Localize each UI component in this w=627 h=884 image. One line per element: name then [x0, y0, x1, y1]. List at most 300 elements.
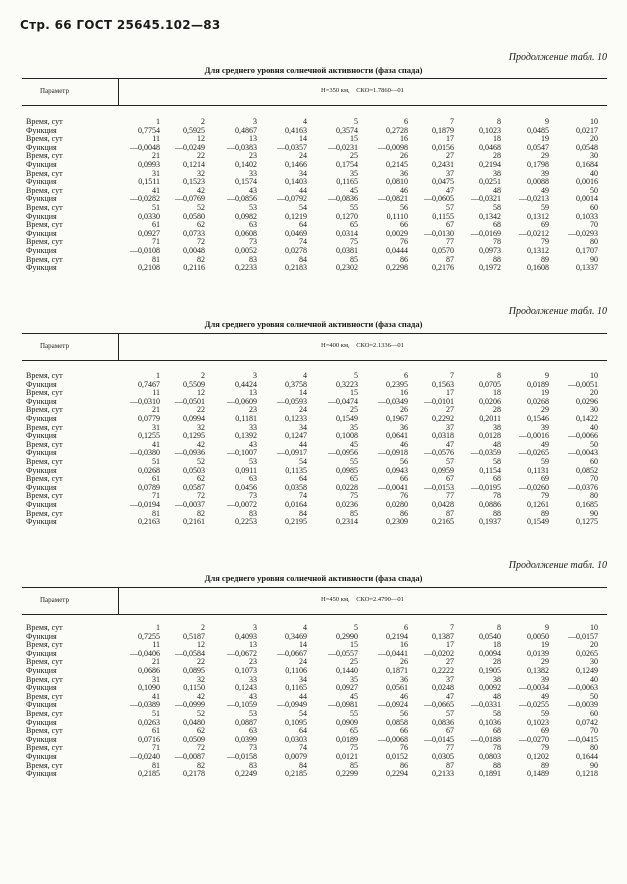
- table-cell: 19: [541, 388, 549, 398]
- row-label: Время, сут: [26, 117, 63, 126]
- parameter-header: [22, 588, 607, 614]
- row-label: Время, сут: [26, 640, 63, 650]
- table-row: [22, 256, 607, 265]
- table-cell: —0,0063: [568, 683, 598, 693]
- table-cell: 0,1387: [432, 631, 454, 641]
- table-cell: 0,0716: [138, 734, 160, 744]
- table-cell: 88: [493, 254, 501, 264]
- table-cell: 1: [156, 371, 160, 380]
- table-cell: —0,0593: [277, 396, 307, 406]
- table-cell: 70: [590, 726, 598, 736]
- table-cell: 0,2314: [336, 517, 358, 527]
- table-cell: 84: [299, 254, 307, 264]
- table-cell: 0,2222: [432, 665, 454, 675]
- table-cell: 0,0280: [386, 499, 408, 509]
- table-cell: 0,2165: [432, 517, 454, 527]
- table-cell: 0,0303: [285, 734, 307, 744]
- table-cell: 58: [493, 456, 501, 466]
- table-cell: 0,0909: [336, 717, 358, 727]
- table-cell: 0,0705: [479, 379, 501, 389]
- table-cell: —0,0584: [175, 648, 205, 658]
- table-cell: 0,0803: [479, 751, 501, 761]
- table-cell: 52: [197, 202, 205, 212]
- section-title: Для среднего уровня солнечной активности (фаза спада): [204, 573, 423, 583]
- table-cell: 0,1008: [336, 431, 358, 441]
- table-cell: 0,4163: [285, 125, 307, 135]
- table-row: [22, 753, 607, 762]
- table-cell: 68: [493, 220, 501, 230]
- table-cell: 0,0156: [432, 142, 454, 152]
- row-label: Время, сут: [26, 491, 63, 501]
- table-cell: —0,0101: [424, 396, 454, 406]
- table-cell: 52: [197, 456, 205, 466]
- table-cell: 70: [590, 220, 598, 230]
- table-cell: —0,0415: [568, 734, 598, 744]
- table-cell: 12: [197, 640, 205, 650]
- table-cell: 0,2195: [285, 517, 307, 527]
- table-cell: 54: [299, 708, 307, 718]
- table-rule-bottom: [22, 360, 607, 361]
- table-cell: 87: [446, 254, 454, 264]
- table-cell: 73: [249, 237, 257, 247]
- row-label: Функция: [26, 211, 57, 221]
- table-cell: 18: [493, 388, 501, 398]
- table-cell: 69: [541, 474, 549, 484]
- table-cell: 82: [197, 508, 205, 518]
- parameter-label: Параметр: [40, 342, 69, 350]
- page-header: Стр. 66 ГОСТ 25645.102—83: [20, 18, 221, 32]
- table-cell: 87: [446, 508, 454, 518]
- table-cell: 0,0265: [576, 648, 598, 658]
- table-cell: 0,1440: [336, 665, 358, 675]
- table-cell: 39: [541, 422, 549, 432]
- table-cell: 0,0509: [183, 734, 205, 744]
- table-cell: —0,0769: [175, 194, 205, 204]
- table-cell: 0,1879: [432, 125, 454, 135]
- table-cell: 0,2161: [183, 517, 205, 527]
- row-label: Время, сут: [26, 474, 63, 484]
- table-cell: 79: [541, 743, 549, 753]
- table-cell: 0,0358: [285, 482, 307, 492]
- table-cell: 10: [590, 371, 598, 380]
- table-cell: —0,0087: [175, 751, 205, 761]
- row-label: Время, сут: [26, 202, 63, 212]
- table-cell: 0,1489: [527, 769, 549, 779]
- table-cell: 0,1644: [576, 751, 598, 761]
- row-label: Время, сут: [26, 405, 63, 415]
- row-label: Функция: [26, 700, 57, 710]
- table-cell: 0,0548: [576, 142, 598, 152]
- table-cell: 60: [590, 202, 598, 212]
- table-cell: 66: [400, 220, 408, 230]
- table-cell: —0,0282: [130, 194, 160, 204]
- table-cell: 34: [299, 422, 307, 432]
- table-cell: 60: [590, 456, 598, 466]
- table-cell: 0,1523: [183, 177, 205, 187]
- table-cell: —0,0609: [227, 396, 257, 406]
- table-cell: 61: [152, 726, 160, 736]
- table-cell: 63: [249, 220, 257, 230]
- table-cell: 0,0485: [527, 125, 549, 135]
- table-cell: —0,0349: [378, 396, 408, 406]
- table-cell: 0,1095: [285, 717, 307, 727]
- table-cell: 35: [350, 674, 358, 684]
- table-cell: 0,0016: [576, 177, 598, 187]
- table-cell: 0,0547: [527, 142, 549, 152]
- table-cell: 0,0121: [336, 751, 358, 761]
- table-cell: 0,1403: [285, 177, 307, 187]
- table-cell: 76: [400, 743, 408, 753]
- table-cell: —0,0474: [328, 396, 358, 406]
- row-label: Время, сут: [26, 237, 63, 247]
- table-cell: 0,1243: [235, 683, 257, 693]
- row-label: Время, сут: [26, 743, 63, 753]
- table-cell: 75: [350, 237, 358, 247]
- altitude-value: H=450 км,: [321, 596, 350, 603]
- table-cell: —0,0270: [519, 734, 549, 744]
- table-cell: 74: [299, 743, 307, 753]
- table-cell: 0,0686: [138, 665, 160, 675]
- table-cell: 3: [253, 371, 257, 380]
- row-label: Функция: [26, 482, 57, 492]
- table-cell: 0,2728: [386, 125, 408, 135]
- table-cell: 38: [493, 422, 501, 432]
- table-cell: 0,0278: [285, 245, 307, 255]
- sko-value: СКО=2.1336—01: [356, 342, 404, 349]
- table-cell: 66: [400, 726, 408, 736]
- table-row: [22, 467, 607, 476]
- table-cell: 5: [354, 623, 358, 632]
- table-cell: 0,1549: [527, 517, 549, 527]
- table-cell: 0,4093: [235, 631, 257, 641]
- table-cell: 41: [152, 691, 160, 701]
- table-cell: 0,1871: [386, 665, 408, 675]
- table-cell: 46: [400, 185, 408, 195]
- table-cell: 14: [299, 388, 307, 398]
- table-cell: 5: [354, 117, 358, 126]
- row-label: Функция: [26, 177, 57, 187]
- row-label: Время, сут: [26, 691, 63, 701]
- table-cell: 44: [299, 185, 307, 195]
- row-label: Функция: [26, 665, 57, 675]
- table-cell: 9: [545, 117, 549, 126]
- table-cell: 44: [299, 439, 307, 449]
- table-cell: —0,0240: [130, 751, 160, 761]
- table-cell: 0,1574: [235, 177, 257, 187]
- table-cell: —0,0158: [227, 751, 257, 761]
- table-cell: 33: [249, 674, 257, 684]
- table-cell: 20: [590, 640, 598, 650]
- row-label: Функция: [26, 194, 57, 204]
- table-cell: 0,1090: [138, 683, 160, 693]
- table-cell: 29: [541, 657, 549, 667]
- table-cell: 9: [545, 371, 549, 380]
- table-cell: 0,1685: [576, 499, 598, 509]
- table-cell: 34: [299, 674, 307, 684]
- table-cell: 41: [152, 439, 160, 449]
- row-label: Время, сут: [26, 623, 63, 632]
- parameter-header: [22, 334, 607, 360]
- table-cell: 28: [493, 151, 501, 161]
- table-cell: 0,0927: [336, 683, 358, 693]
- table-cell: 52: [197, 708, 205, 718]
- table-cell: 0,1131: [527, 465, 549, 475]
- table-cell: 0,0050: [527, 631, 549, 641]
- row-label: Время, сут: [26, 134, 63, 144]
- table-row: [22, 118, 607, 127]
- row-label: Функция: [26, 142, 57, 152]
- table-cell: 0,0852: [576, 465, 598, 475]
- table-cell: 77: [446, 491, 454, 501]
- table-cell: 0,0139: [527, 648, 549, 658]
- table-cell: 0,0164: [285, 499, 307, 509]
- table-cell: 0,2108: [138, 263, 160, 273]
- table-cell: 86: [400, 760, 408, 770]
- table-cell: 26: [400, 657, 408, 667]
- table-cell: —0,0157: [568, 631, 598, 641]
- table-cell: —0,0357: [277, 142, 307, 152]
- table-cell: 2: [201, 117, 205, 126]
- table-cell: —0,0389: [130, 700, 160, 710]
- table-cell: 48: [493, 691, 501, 701]
- table-cell: 0,0314: [336, 228, 358, 238]
- table-row: [22, 135, 607, 144]
- table-cell: 83: [249, 508, 257, 518]
- table-cell: 44: [299, 691, 307, 701]
- table-cell: —0,0441: [378, 648, 408, 658]
- table-cell: 0,0189: [527, 379, 549, 389]
- table-cell: 62: [197, 220, 205, 230]
- table-row: [22, 204, 607, 213]
- table-cell: 11: [152, 388, 160, 398]
- table-row: [22, 449, 607, 458]
- table-cell: 43: [249, 439, 257, 449]
- table-cell: 0,2431: [432, 159, 454, 169]
- table-cell: 85: [350, 760, 358, 770]
- table-cell: 0,0330: [138, 211, 160, 221]
- table-cell: 24: [299, 405, 307, 415]
- table-cell: 10: [590, 117, 598, 126]
- table-cell: 0,0052: [235, 245, 257, 255]
- table-cell: 73: [249, 743, 257, 753]
- table-cell: 0,0128: [479, 431, 501, 441]
- table-cell: 0,0587: [183, 482, 205, 492]
- table-cell: —0,0924: [378, 700, 408, 710]
- table-cell: —0,0072: [227, 499, 257, 509]
- table-cell: 38: [493, 674, 501, 684]
- table-cell: —0,0034: [519, 683, 549, 693]
- table-cell: 68: [493, 474, 501, 484]
- table-cell: 6: [404, 623, 408, 632]
- table-cell: 0,0381: [336, 245, 358, 255]
- table-cell: 65: [350, 726, 358, 736]
- table-cell: 0,1270: [336, 211, 358, 221]
- table-row: [22, 195, 607, 204]
- table-cell: —0,0108: [130, 245, 160, 255]
- table-cell: 16: [400, 134, 408, 144]
- table-cell: —0,0949: [277, 700, 307, 710]
- table-cell: 51: [152, 202, 160, 212]
- table-cell: 48: [493, 185, 501, 195]
- table-cell: 30: [590, 151, 598, 161]
- row-label: Функция: [26, 413, 57, 423]
- table-cell: —0,0321: [471, 194, 501, 204]
- table-cell: 8: [497, 117, 501, 126]
- table-cell: 0,1754: [336, 159, 358, 169]
- table-cell: 0,0014: [576, 194, 598, 204]
- altitude-value: H=350 км,: [321, 87, 350, 94]
- row-label: Время, сут: [26, 456, 63, 466]
- table-cell: 62: [197, 474, 205, 484]
- table-cell: 0,2178: [183, 769, 205, 779]
- table-cell: 50: [590, 185, 598, 195]
- table-cell: 71: [152, 491, 160, 501]
- table-cell: 1: [156, 623, 160, 632]
- table-cell: 48: [493, 439, 501, 449]
- table-cell: 55: [350, 202, 358, 212]
- table-cell: 0,0927: [138, 228, 160, 238]
- table-cell: 35: [350, 422, 358, 432]
- table-cell: 0,1275: [576, 517, 598, 527]
- table-cell: 67: [446, 726, 454, 736]
- table-cell: 59: [541, 708, 549, 718]
- parameter-values: [118, 342, 607, 349]
- table-row: [22, 736, 607, 745]
- table-cell: 30: [590, 657, 598, 667]
- table-cell: 85: [350, 508, 358, 518]
- table-cell: 78: [493, 743, 501, 753]
- table-cell: 26: [400, 405, 408, 415]
- table-cell: 0,1218: [576, 769, 598, 779]
- table-cell: 0,0236: [336, 499, 358, 509]
- table-cell: 0,4424: [235, 379, 257, 389]
- table-cell: 56: [400, 202, 408, 212]
- table-cell: 16: [400, 388, 408, 398]
- table-cell: 33: [249, 168, 257, 178]
- table-cell: 0,5187: [183, 631, 205, 641]
- continuation-note: Продолжение табл. 10: [508, 52, 607, 63]
- table-cell: 0,0268: [138, 465, 160, 475]
- table-cell: 2: [201, 623, 205, 632]
- table-cell: 0,0152: [386, 751, 408, 761]
- table-cell: 0,1392: [235, 431, 257, 441]
- row-label: Функция: [26, 517, 57, 527]
- table-cell: 0,0570: [432, 245, 454, 255]
- table-cell: —0,0255: [519, 700, 549, 710]
- table-cell: 53: [249, 456, 257, 466]
- row-label: Функция: [26, 431, 57, 441]
- table-cell: 49: [541, 185, 549, 195]
- table-cell: —0,0293: [568, 228, 598, 238]
- table-cell: 8: [497, 371, 501, 380]
- table-cell: 76: [400, 237, 408, 247]
- table-row: [22, 238, 607, 247]
- table-cell: 57: [446, 708, 454, 718]
- table-cell: —0,0048: [130, 142, 160, 152]
- continuation-note: Продолжение табл. 10: [508, 560, 607, 571]
- table-cell: 31: [152, 674, 160, 684]
- table-cell: 8: [497, 623, 501, 632]
- table-cell: 19: [541, 134, 549, 144]
- table-cell: —0,0981: [328, 700, 358, 710]
- table-cell: 58: [493, 202, 501, 212]
- table-cell: 0,1684: [576, 159, 598, 169]
- table-cell: 40: [590, 674, 598, 684]
- table-cell: 0,1608: [527, 263, 549, 273]
- table-cell: 0,0206: [479, 396, 501, 406]
- row-label: Время, сут: [26, 168, 63, 178]
- table-cell: 36: [400, 674, 408, 684]
- table-cell: 9: [545, 623, 549, 632]
- row-label: Функция: [26, 448, 57, 458]
- table-cell: 5: [354, 371, 358, 380]
- table-cell: 0,1422: [576, 413, 598, 423]
- table-cell: 0,5509: [183, 379, 205, 389]
- table-cell: 0,1181: [235, 413, 257, 423]
- table-cell: 65: [350, 474, 358, 484]
- table-cell: —0,0212: [519, 228, 549, 238]
- table-cell: 0,1967: [386, 413, 408, 423]
- table-cell: 0,1546: [527, 413, 549, 423]
- table-cell: 89: [541, 508, 549, 518]
- table-rule-bottom: [22, 614, 607, 615]
- table-cell: 25: [350, 657, 358, 667]
- table-cell: —0,0501: [175, 396, 205, 406]
- table-cell: —0,0188: [471, 734, 501, 744]
- table-cell: 84: [299, 760, 307, 770]
- table-cell: 18: [493, 134, 501, 144]
- table-cell: 0,7255: [138, 631, 160, 641]
- table-cell: 0,2253: [235, 517, 257, 527]
- table-cell: 42: [197, 439, 205, 449]
- table-cell: 45: [350, 691, 358, 701]
- table-cell: —0,0066: [568, 431, 598, 441]
- table-cell: 45: [350, 439, 358, 449]
- table-cell: 0,2145: [386, 159, 408, 169]
- table-cell: 37: [446, 422, 454, 432]
- table-cell: 0,1563: [432, 379, 454, 389]
- table-cell: 0,0540: [479, 631, 501, 641]
- table-cell: —0,0213: [519, 194, 549, 204]
- table-row: [22, 770, 607, 779]
- table-cell: 15: [350, 388, 358, 398]
- table-cell: 12: [197, 388, 205, 398]
- table-row: [22, 398, 607, 407]
- table-cell: 0,0887: [235, 717, 257, 727]
- table-cell: 34: [299, 168, 307, 178]
- table-cell: 0,0444: [386, 245, 408, 255]
- table-cell: 80: [590, 743, 598, 753]
- table-cell: 0,0296: [576, 396, 598, 406]
- table-cell: —0,0383: [227, 142, 257, 152]
- table-cell: 0,1466: [285, 159, 307, 169]
- table-cell: 59: [541, 202, 549, 212]
- table-row: [22, 624, 607, 633]
- table-cell: 6: [404, 371, 408, 380]
- table-cell: 28: [493, 657, 501, 667]
- table-cell: —0,0260: [519, 482, 549, 492]
- table-cell: —0,0406: [130, 648, 160, 658]
- table-row: [22, 650, 607, 659]
- section-title: Для среднего уровня солнечной активности (фаза спада): [204, 65, 423, 75]
- table-cell: 41: [152, 185, 160, 195]
- table-cell: 0,0029: [386, 228, 408, 238]
- table-cell: 0,2194: [386, 631, 408, 641]
- row-label: Функция: [26, 263, 57, 273]
- table-cell: 67: [446, 220, 454, 230]
- table-cell: 0,2249: [235, 769, 257, 779]
- table-cell: —0,0376: [568, 482, 598, 492]
